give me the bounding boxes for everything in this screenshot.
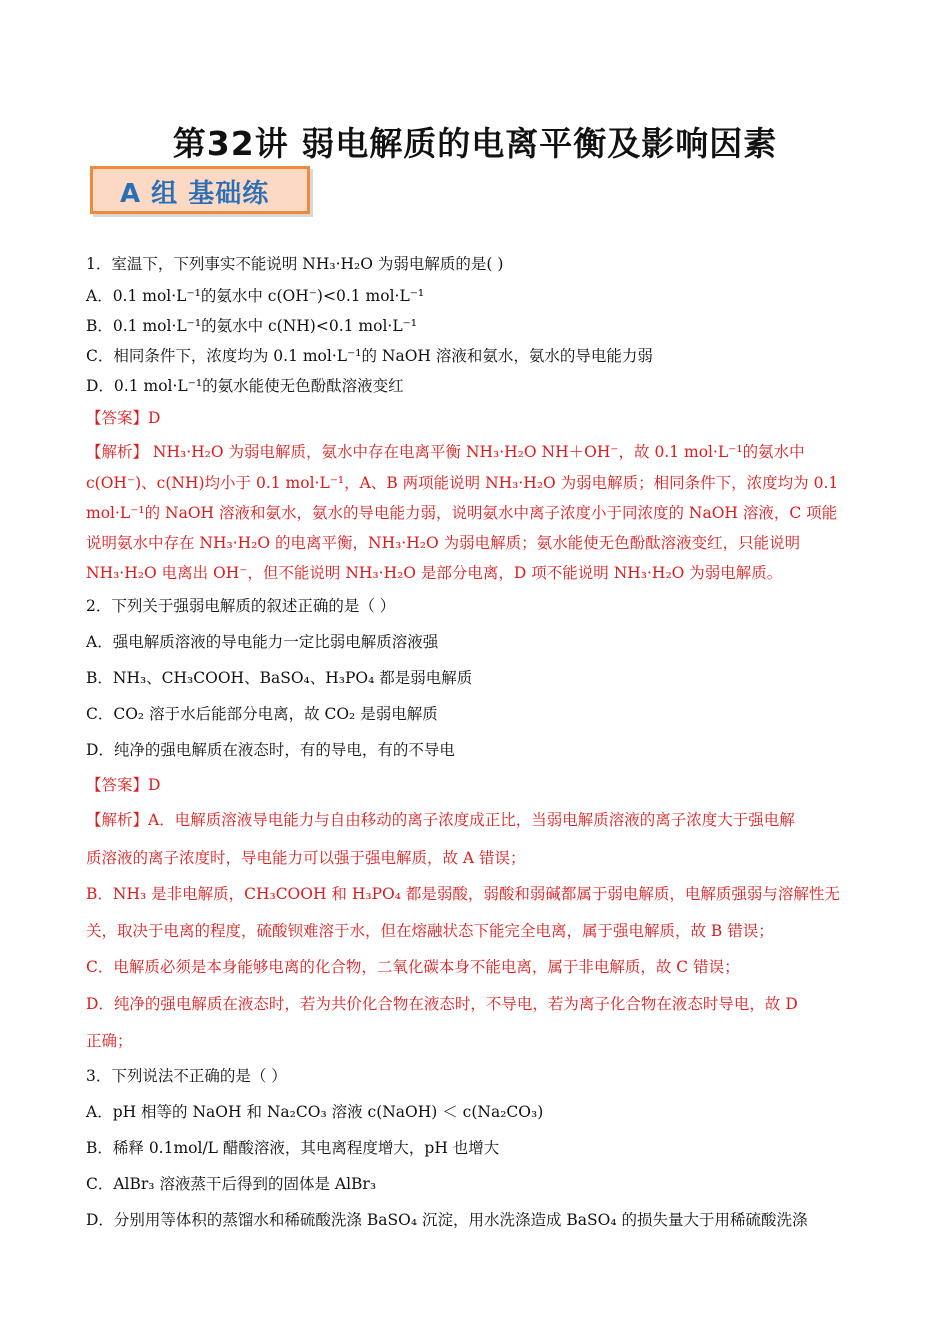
q3-stem: 3．下列说法不正确的是（ ）: [86, 1067, 287, 1085]
q2-explanation-line: C．电解质必须是本身能够电离的化合物，二氧化碳本身不能电离，属于非电解质，故 C 错误；: [86, 958, 740, 976]
q1-option-a: A．0.1 mol·L⁻¹的氨水中 c(OH⁻)<0.1 mol·L⁻¹: [86, 287, 425, 305]
q2-stem: 2．下列关于强弱电解质的叙述正确的是（ ）: [86, 597, 396, 615]
q2-explanation-line: 正确；: [86, 1032, 133, 1050]
q1-explanation-line: 说明氨水中存在 NH₃·H₂O 的电离平衡，NH₃·H₂O 为弱电解质；氨水能使无色酚酞溶液变红，只能说明: [86, 534, 801, 552]
q2-explanation-line: 【解析】A．电解质溶液导电能力与自由移动的离子浓度成正比，当弱电解质溶液的离子浓度大于强电解: [86, 811, 795, 829]
q2-explanation-line: D．纯净的强电解质在液态时，若为共价化合物在液态时，不导电，若为离子化合物在液态时导电，故 D: [86, 995, 798, 1013]
q2-option-d: D．纯净的强电解质在液态时，有的导电，有的不导电: [86, 741, 455, 759]
page-title: 第32讲 弱电解质的电离平衡及影响因素: [172, 124, 778, 163]
q2-option-b: B．NH₃、CH₃COOH、BaSO₄、H₃PO₄ 都是弱电解质: [86, 669, 473, 687]
q1-explanation-line: 【解析】 NH₃·H₂O 为弱电解质，氨水中存在电离平衡 NH₃·H₂O NH＋OH⁻，故 0.1 mol·L⁻¹的氨水中: [86, 443, 805, 461]
q3-option-b: B．稀释 0.1mol/L 醋酸溶液，其电离程度增大，pH 也增大: [86, 1139, 500, 1157]
q2-explanation-line: 关，取决于电离的程度，硫酸钡难溶于水，但在熔融状态下能完全电离，属于强电解质，故 B 错误；: [86, 922, 774, 940]
q1-explanation-line: c(OH⁻)、c(NH)均小于 0.1 mol·L⁻¹，A、B 两项能说明 NH₃·H₂O 为弱电解质；相同条件下，浓度均为 0.1: [86, 474, 839, 492]
q3-option-c: C．AlBr₃ 溶液蒸干后得到的固体是 AlBr₃: [86, 1175, 377, 1193]
q1-answer: 【答案】D: [86, 409, 161, 427]
q1-option-b: B．0.1 mol·L⁻¹的氨水中 c(NH)<0.1 mol·L⁻¹: [86, 317, 418, 335]
q1-stem: 1．室温下，下列事实不能说明 NH₃·H₂O 为弱电解质的是( ): [86, 255, 504, 273]
q2-explanation-line: B．NH₃ 是非电解质，CH₃COOH 和 H₃PO₄ 都是弱酸，弱酸和弱碱都属于弱电解质，电解质强弱与溶解性无: [86, 885, 840, 903]
q3-option-d: D．分别用等体积的蒸馏水和稀硫酸洗涤 BaSO₄ 沉淀，用水洗涤造成 BaSO₄ 的损失量大于用稀硫酸洗涤: [86, 1211, 808, 1229]
q1-explanation-line: mol·L⁻¹的 NaOH 溶液和氨水，氨水的导电能力弱，说明氨水中离子浓度小于同浓度的 NaOH 溶液，C 项能: [86, 504, 838, 522]
q2-answer: 【答案】D: [86, 776, 161, 794]
q1-explanation-line: NH₃·H₂O 电离出 OH⁻，但不能说明 NH₃·H₂O 是部分电离，D 项不能说明 NH₃·H₂O 为弱电解质。: [86, 564, 783, 582]
q2-option-c: C．CO₂ 溶于水后能部分电离，故 CO₂ 是弱电解质: [86, 705, 438, 723]
q2-explanation-line: 质溶液的离子浓度时，导电能力可以强于强电解质，故 A 错误；: [86, 849, 526, 867]
group-label: A 组 基础练: [120, 179, 270, 209]
q1-option-c: C．相同条件下，浓度均为 0.1 mol·L⁻¹的 NaOH 溶液和氨水，氨水的导电能力弱: [86, 347, 653, 365]
q2-option-a: A．强电解质溶液的导电能力一定比弱电解质溶液强: [86, 633, 439, 651]
q3-option-a: A．pH 相等的 NaOH 和 Na₂CO₃ 溶液 c(NaOH) ＜ c(Na₂CO₃): [86, 1103, 544, 1121]
q1-option-d: D．0.1 mol·L⁻¹的氨水能使无色酚酞溶液变红: [86, 377, 404, 395]
